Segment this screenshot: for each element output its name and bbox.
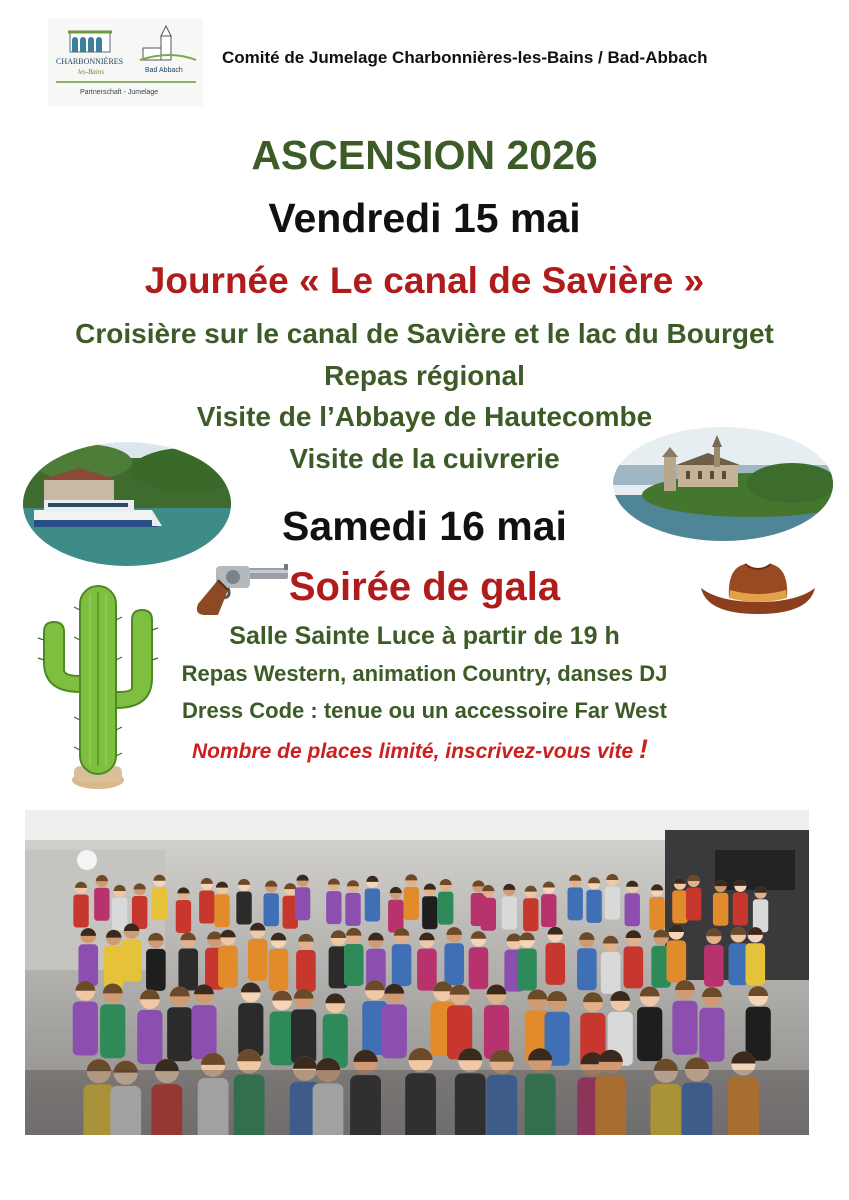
crowd-person-body xyxy=(729,943,749,985)
crowd-person-body xyxy=(686,888,701,921)
crowd-person-body xyxy=(199,891,214,924)
crowd-person-body xyxy=(404,887,419,920)
crowd-person-body xyxy=(545,943,565,985)
crowd-person-body xyxy=(624,946,644,988)
friday-activity: Visite de l’Abbaye de Hautecombe xyxy=(196,401,653,432)
crowd-person-body xyxy=(112,898,127,931)
crowd-person-body xyxy=(296,950,316,992)
crowd-person-body xyxy=(601,952,621,994)
crowd-person-body xyxy=(122,939,142,981)
limited-seats-text: Nombre de places limité, inscrivez-vous vite xyxy=(192,740,634,763)
crowd-person-body xyxy=(291,1009,316,1063)
friday-activity: Repas régional xyxy=(324,360,525,391)
crowd-person-body xyxy=(649,897,664,930)
gala-crowd-photo xyxy=(25,810,809,1135)
organization-title: Comité de Jumelage Charbonnières-les-Bains / Bad-Abbach xyxy=(222,48,708,67)
crowd-person-body xyxy=(541,894,556,927)
crowd-person-body xyxy=(568,887,583,920)
saturday-date: Samedi 16 mai xyxy=(282,503,567,549)
cactus-icon xyxy=(24,580,174,795)
crowd-person-body xyxy=(248,939,268,981)
crowd-person-body xyxy=(605,887,620,920)
svg-text:Partnerschaft - Jumelage: Partnerschaft - Jumelage xyxy=(80,89,159,96)
crowd-person-body xyxy=(699,1008,724,1062)
crowd-person-body xyxy=(392,944,412,986)
crowd-person-body xyxy=(637,1007,662,1061)
crowd-person-body xyxy=(444,943,464,985)
crowd-person-body xyxy=(667,940,687,982)
crowd-person-body xyxy=(214,894,229,927)
crowd-person-body xyxy=(382,1004,407,1058)
crowd-person-body xyxy=(137,1010,162,1064)
crowd-person-body xyxy=(167,1007,192,1061)
crowd-person-body xyxy=(270,1011,295,1065)
friday-date: Vendredi 15 mai xyxy=(268,195,581,241)
crowd-person-body xyxy=(733,893,748,926)
event-title: ASCENSION 2026 xyxy=(251,132,598,178)
crowd-person-body xyxy=(586,890,601,923)
gala-detail: Dress Code : tenue ou un accessoire Far West xyxy=(182,698,667,723)
friday-theme: Journée « Le canal de Savière » xyxy=(144,260,705,301)
friday-activity: Croisière sur le canal de Savière et le lac du Bourget xyxy=(75,318,774,349)
crowd-person-body xyxy=(326,891,341,924)
limited-seats-warning xyxy=(192,734,648,765)
svg-text:Bad Abbach: Bad Abbach xyxy=(145,67,183,74)
crowd-person-body xyxy=(523,898,538,931)
crowd-person-body xyxy=(191,1005,216,1059)
crowd-person-body xyxy=(104,946,124,988)
crowd-person-body xyxy=(218,946,238,988)
crowd-person-body xyxy=(295,887,310,920)
crowd-person-body xyxy=(577,948,597,990)
svg-text:les-Bains: les-Bains xyxy=(78,68,105,76)
gala-venue: Salle Sainte Luce à partir de 19 h xyxy=(229,622,620,650)
crowd-person-body xyxy=(517,949,537,991)
crowd-person-body xyxy=(502,896,517,929)
crowd-person-body xyxy=(152,887,167,920)
saturday-theme: Soirée de gala xyxy=(288,565,561,609)
crowd-person-body xyxy=(672,1001,697,1055)
svg-text:CHARBONNIÈRES: CHARBONNIÈRES xyxy=(56,57,124,66)
crowd-person-body xyxy=(672,890,687,923)
crowd-person-body xyxy=(178,949,198,991)
crowd-person-body xyxy=(422,896,437,929)
crowd-person-body xyxy=(146,949,166,991)
crowd-person-body xyxy=(100,1004,125,1058)
crowd-person-body xyxy=(78,944,98,986)
crowd-person-body xyxy=(94,888,109,921)
crowd-person-body xyxy=(176,900,191,933)
crowd-person-body xyxy=(625,893,640,926)
crowd-person-body xyxy=(438,892,453,925)
gala-detail: Repas Western, animation Country, danses DJ xyxy=(181,661,668,686)
crowd-person-body xyxy=(344,944,364,986)
crowd-person-body xyxy=(73,1002,98,1056)
crowd-person-body xyxy=(269,949,289,991)
crowd-person-body xyxy=(469,947,489,989)
crowd-person-body xyxy=(746,1007,771,1061)
twinning-logo xyxy=(48,18,203,106)
crowd-person-body xyxy=(73,894,88,927)
warning-exclamation: ! xyxy=(639,734,649,764)
crowd-person-body xyxy=(264,893,279,926)
crowd-person-body xyxy=(365,888,380,921)
crowd-person-body xyxy=(704,945,724,987)
friday-activity: Visite de la cuivrerie xyxy=(289,443,560,474)
crowd-person-body xyxy=(713,893,728,926)
crowd-person-body xyxy=(481,898,496,931)
crowd-person-body xyxy=(417,949,437,991)
crowd-person-body xyxy=(238,1003,263,1057)
crowd-person-body xyxy=(236,892,251,925)
crowd-person-body xyxy=(388,900,403,933)
crowd-person-body xyxy=(345,893,360,926)
crowd-person-body xyxy=(745,943,765,985)
